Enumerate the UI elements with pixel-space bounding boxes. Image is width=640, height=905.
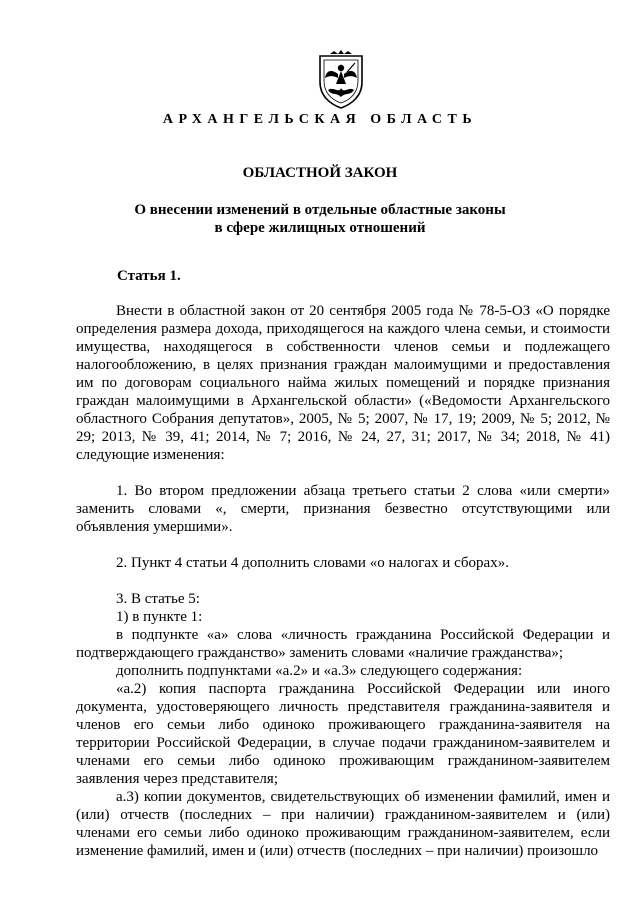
law-type-title: ОБЛАСТНОЙ ЗАКОН <box>242 165 398 181</box>
article-paragraph-intro: Внести в областной закон от 20 сентября 2005 года № 78-5-ОЗ «О порядке определения размера дохода, приходящегося на каждого члена семьи, и стоимости имущества, находящегося в собственности членов семьи и подлежащего налогообложению, в целях признания граждан малоимущими и предоставления им по договорам социального найма жилых помещений и порядке признания граждан малоимущими в Архангельской области» («Ведомости Архангельского областного Собрания депутатов», 2005, № 5; 2007, № 17, 19; 2009, № 5; 2012, № 29; 2013, № 39, 41; 2014, № 7; 2016, № 24, 27, 31; 2017, № 34; 2018, № 41) следующие изменения: <box>76 303 610 463</box>
article-paragraph-1: 1. Во втором предложении абзаца третьего статьи 2 слова «или смерти» заменить словами «, смерти, признания безвестно отсутствующими или объявления умершими». <box>76 483 610 535</box>
article-subitem-add: дополнить подпунктами «а.2» и «а.3» следующего содержания: <box>116 663 523 679</box>
law-subject-line-1: О внесении изменений в отдельные областные законы <box>134 202 506 218</box>
article-subitem-a: в подпункте «а» слова «личность гражданина Российской Федерации и подтверждающего гражданство» заменить словами «наличие гражданства»; <box>76 627 610 661</box>
article-subitem-a3: а.3) копии документов, свидетельствующих об изменении фамилий, имен и (или) отчеств (последних – при наличии) гражданином-заявителем и (или) членами его семьи либо одиноко проживающим гражданином-заявителем, если изменение фамилий, имен и (или) отчеств (последних – при наличии) произошло <box>76 789 610 859</box>
article-paragraph-3: 3. В статье 5: <box>116 591 200 607</box>
region-name: АРХАНГЕЛЬСКАЯ ОБЛАСТЬ <box>162 112 478 127</box>
coat-of-arms-emblem <box>316 50 366 110</box>
law-subject <box>0 201 640 237</box>
law-subject-line-2: в сфере жилищных отношений <box>214 220 426 236</box>
article-heading: Статья 1. <box>117 268 181 284</box>
article-body <box>76 302 610 860</box>
article-paragraph-2: 2. Пункт 4 статьи 4 дополнить словами «о налогах и сборах». <box>116 555 509 571</box>
article-subitem-a2: «а.2) копия паспорта гражданина Российской Федерации или иного документа, удостоверяющего личность представителя гражданина-заявителя и членов его семьи либо одиноко проживающего гражданина-заявителя на территории Российской Федерации, в случае подачи гражданином-заявителем и членами его семьи либо одиноко проживающим гражданином-заявителем заявления через представителя; <box>76 681 610 787</box>
article-subitem-1: 1) в пункте 1: <box>116 609 203 625</box>
